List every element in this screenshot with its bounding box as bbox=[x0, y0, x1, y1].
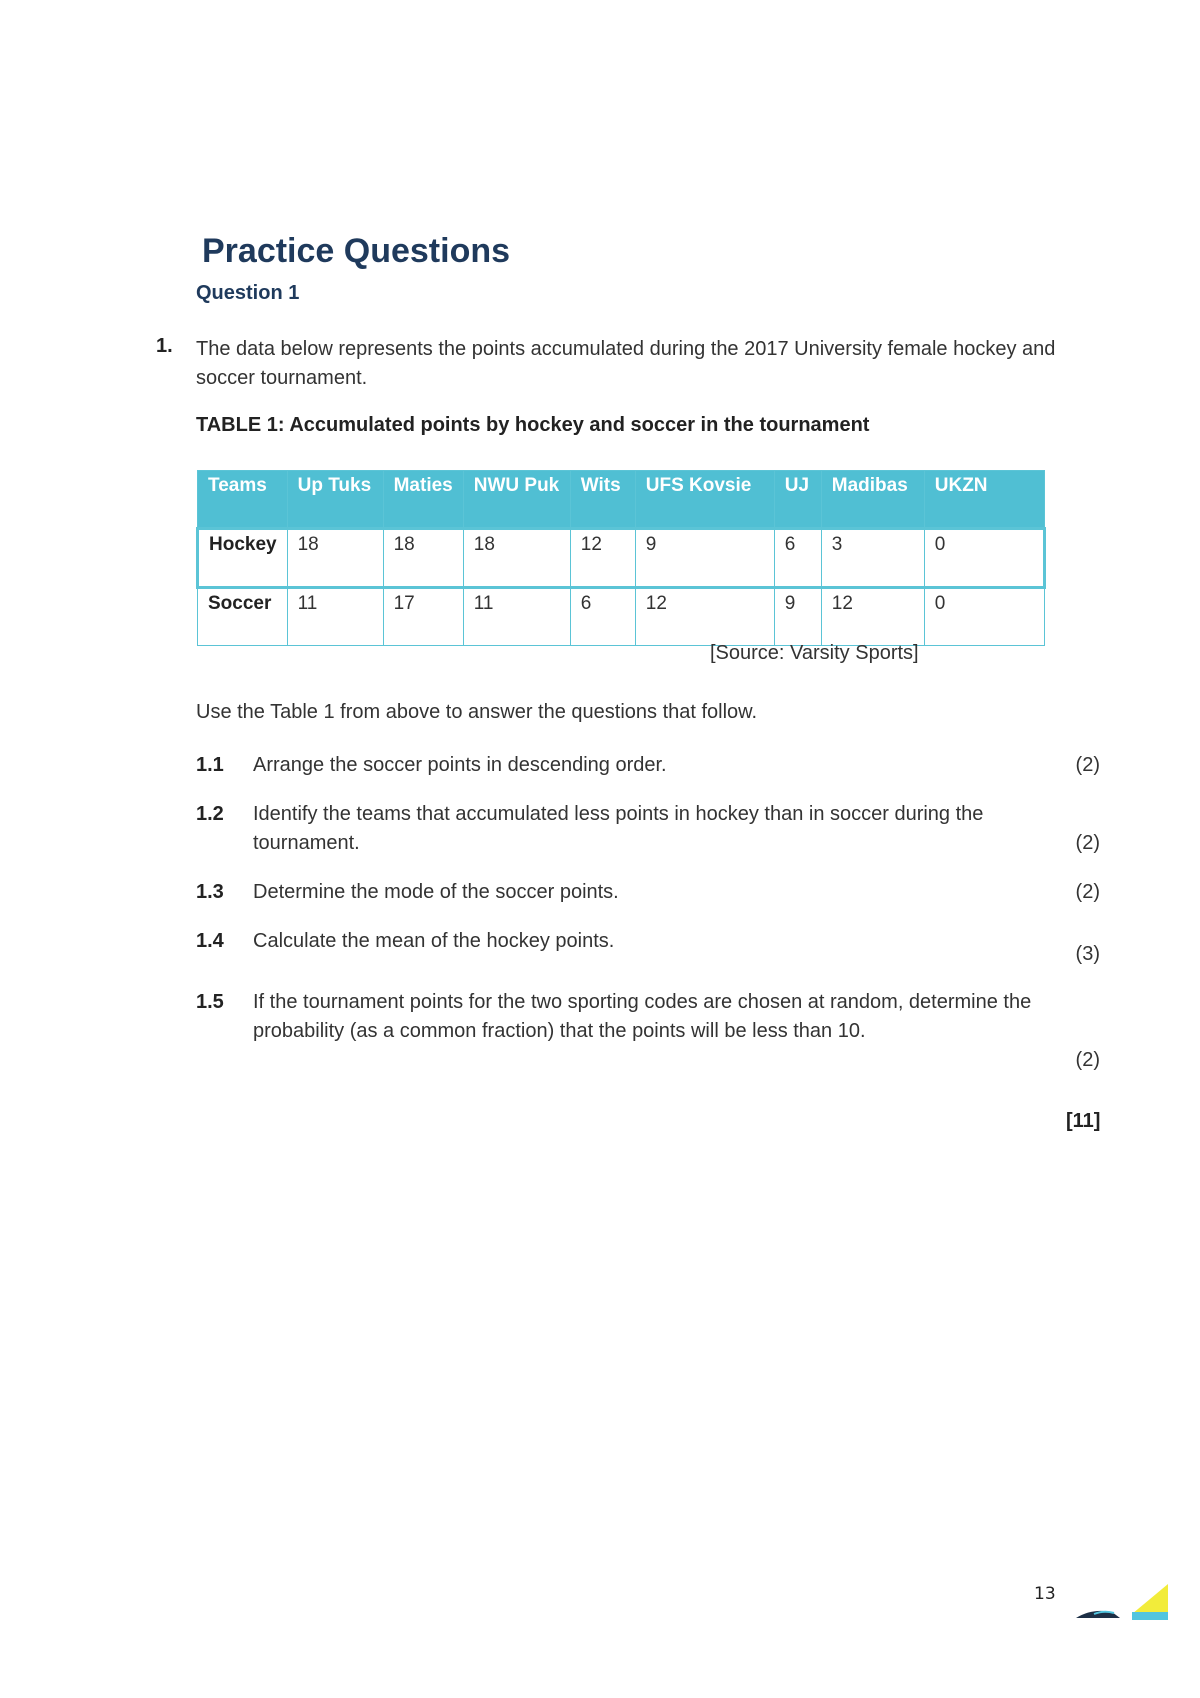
table-cell: 0 bbox=[924, 529, 1044, 588]
table-cell: 18 bbox=[463, 529, 570, 588]
question-item-text: Arrange the soccer points in descending order. bbox=[253, 754, 667, 776]
publisher-logo-icon bbox=[1074, 1582, 1174, 1622]
points-table bbox=[196, 470, 1046, 646]
table-caption: TABLE 1: Accumulated points by hockey and soccer in the tournament bbox=[196, 414, 870, 436]
question-item-number: 1.1 bbox=[196, 754, 224, 776]
table-row-soccer bbox=[198, 588, 1045, 646]
intro-text: The data below represents the points accumulated during the 2017 University female hockey and soccer tournament. bbox=[196, 338, 1056, 389]
table-cell: 12 bbox=[635, 588, 774, 646]
question-item-marks: (2) bbox=[1075, 754, 1100, 776]
row-label: Hockey bbox=[198, 529, 288, 588]
page-number: 13 bbox=[1034, 1584, 1056, 1604]
instruction-text: Use the Table 1 from above to answer the questions that follow. bbox=[196, 701, 758, 723]
table-cell: 18 bbox=[287, 529, 383, 588]
table-cell: 12 bbox=[570, 529, 635, 588]
table-header-row bbox=[198, 471, 1045, 529]
question-item-text: If the tournament points for the two sporting codes are chosen at random, determine the probability (as a common fraction) that the points will be less than 10. bbox=[253, 991, 1032, 1042]
header-cell: Up Tuks bbox=[287, 471, 383, 529]
header-cell: Teams bbox=[198, 471, 288, 529]
header-cell: UFS Kovsie bbox=[635, 471, 774, 529]
table-cell: 6 bbox=[570, 588, 635, 646]
header-cell: NWU Puk bbox=[463, 471, 570, 529]
question-heading: Question 1 bbox=[196, 282, 300, 304]
table-cell: 18 bbox=[383, 529, 463, 588]
table-cell: 17 bbox=[383, 588, 463, 646]
question-item-text: Identify the teams that accumulated less points in hockey than in soccer during the tournament. bbox=[253, 803, 984, 854]
table-cell: 0 bbox=[924, 588, 1044, 646]
total-marks: [11] bbox=[1066, 1110, 1101, 1132]
question-item-marks: (3) bbox=[1075, 943, 1100, 965]
header-cell: Maties bbox=[383, 471, 463, 529]
table-cell: 11 bbox=[287, 588, 383, 646]
question-item-number: 1.2 bbox=[196, 803, 224, 825]
table-cell: 9 bbox=[774, 588, 821, 646]
question-item-number: 1.4 bbox=[196, 930, 224, 952]
header-cell: UJ bbox=[774, 471, 821, 529]
question-item-marks: (2) bbox=[1075, 881, 1100, 903]
question-item-number: 1.3 bbox=[196, 881, 224, 903]
table-row-hockey bbox=[198, 529, 1045, 588]
question-item-text: Calculate the mean of the hockey points. bbox=[253, 930, 615, 952]
table-cell: 12 bbox=[821, 588, 924, 646]
header-cell: UKZN bbox=[924, 471, 1044, 529]
question-number: 1. bbox=[156, 335, 173, 357]
question-item-marks: (2) bbox=[1075, 832, 1100, 854]
table-cell: 11 bbox=[463, 588, 570, 646]
table-cell: 9 bbox=[635, 529, 774, 588]
table-cell: 3 bbox=[821, 529, 924, 588]
question-item-number: 1.5 bbox=[196, 991, 224, 1013]
table-cell: 6 bbox=[774, 529, 821, 588]
page-title: Practice Questions bbox=[202, 232, 511, 270]
row-label: Soccer bbox=[198, 588, 288, 646]
header-cell: Madibas bbox=[821, 471, 924, 529]
header-cell: Wits bbox=[570, 471, 635, 529]
question-item-marks: (2) bbox=[1075, 1049, 1100, 1071]
source-note: [Source: Varsity Sports] bbox=[710, 642, 919, 664]
question-item-text: Determine the mode of the soccer points. bbox=[253, 881, 619, 903]
